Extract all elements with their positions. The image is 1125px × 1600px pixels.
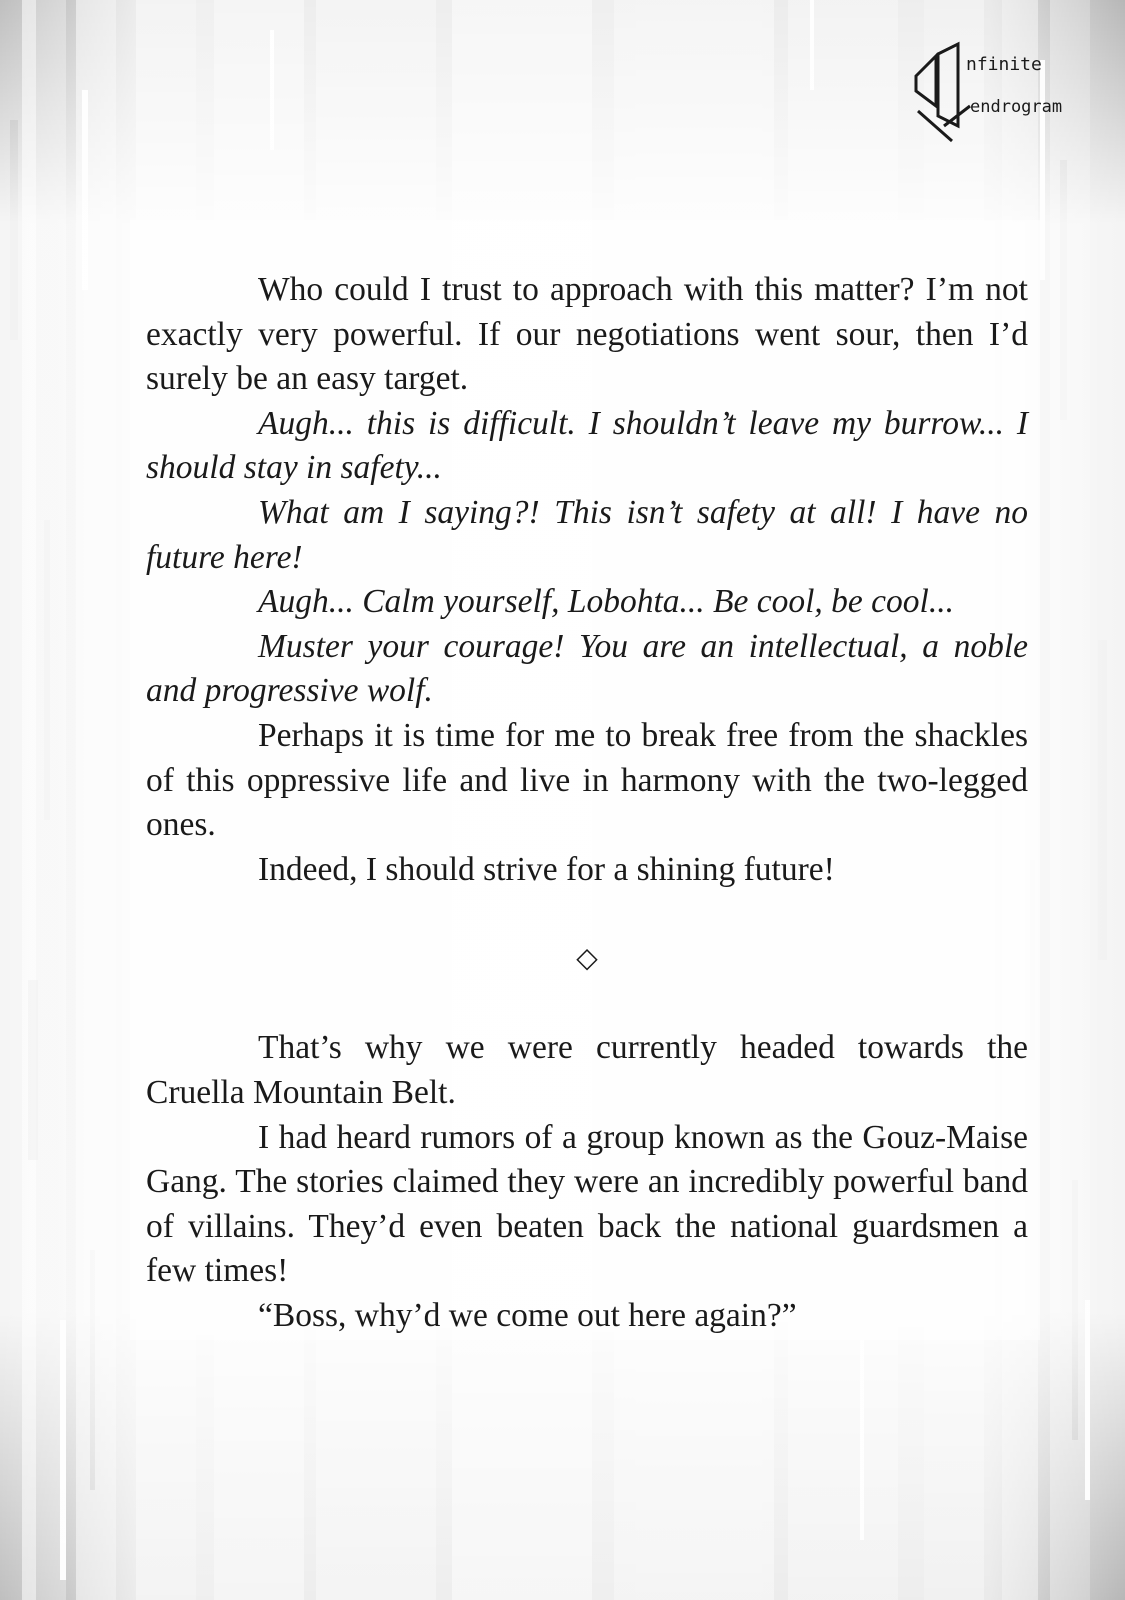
paragraph: Who could I trust to approach with this matter? I’m not exactly very powerful. If our negotiations went sour, then I’d surely be an easy target. bbox=[146, 271, 1028, 398]
paragraph: What am I saying?! This isn’t safety at all! I have no future here! bbox=[146, 493, 1028, 576]
paragraph: I had heard rumors of a group known as the Gouz-Maise Gang. The stories claimed they were an incredibly powerful band of villains. They’d even beaten back the national guardsmen a few times! bbox=[146, 1118, 1028, 1290]
paragraph: Indeed, I should strive for a shining future! bbox=[258, 850, 835, 888]
scene-break-diamond-icon: ◇ bbox=[576, 943, 598, 975]
paragraph: Augh... Calm yourself, Lobohta... Be cool, be cool... bbox=[258, 583, 954, 621]
paragraph: “Boss, why’d we come out here again?” bbox=[258, 1296, 797, 1334]
logo-text-line1: nfinite bbox=[966, 54, 1042, 75]
infinite-dendrogram-logo bbox=[908, 36, 1088, 146]
paragraph: That’s why we were currently headed towards the Cruella Mountain Belt. bbox=[146, 1029, 1028, 1111]
paragraph: Augh... this is difficult. I shouldn’t leave my burrow... I should stay in safety... bbox=[146, 404, 1028, 487]
page-text bbox=[146, 268, 1028, 1338]
paragraph: Muster your courage! You are an intellectual, a noble and progressive wolf. bbox=[146, 627, 1028, 710]
paragraph: Perhaps it is time for me to break free from the shackles of this oppressive life and live in harmony with the two-legged ones. bbox=[146, 716, 1028, 844]
logo-text-line2: endrogram bbox=[970, 97, 1063, 117]
